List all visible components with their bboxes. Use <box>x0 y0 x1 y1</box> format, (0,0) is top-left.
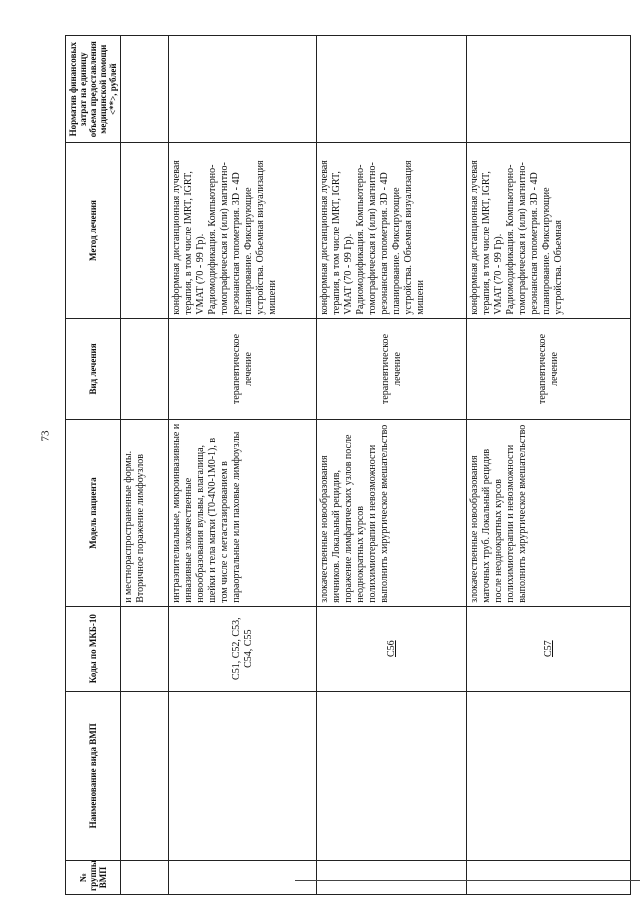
cell-method <box>121 143 169 318</box>
cell-name <box>121 691 169 861</box>
header-codes: Коды по МКБ-10 <box>66 606 121 691</box>
cell-method: конформная дистанционная лучевая терапия, в том числе IMRT, IGRT, VMAT (70 - 99 Гр). Радиомодификация. Компьютерно-томографическая и (или) магнитно-резонансная топометрия. 3D - 4D планирование. Фиксирующие устройства. Объемная <box>467 143 631 318</box>
page-number: 73 <box>39 430 52 442</box>
cell-norm <box>467 36 631 143</box>
cell-num <box>169 861 317 895</box>
header-row <box>66 36 121 895</box>
cell-model: и местнораспространенные формы. Вторичное поражение лимфоузлов <box>121 420 169 606</box>
cell-method: конформная дистанционная лучевая терапия, в том числе IMRT, IGRT, VMAT (70 - 99 Гр). Радиомодификация. Компьютерно-томографическая и (или) магнитно-резонансная топометрия. 3D - 4D планирование. Фиксирующие устройства. Объемная визуализация мишени <box>169 143 317 318</box>
page-bottom-rule <box>295 880 640 881</box>
header-name: Наименование вида ВМП <box>66 691 121 861</box>
cell-type: терапевтическое лечение <box>169 318 317 420</box>
cell-norm <box>121 36 169 143</box>
cell-model: интраэпителиальные, микроинвазивные и инвазивные злокачественные новообразования вульвы, влагалища, шейки и тела матки (T0-4N0-1M0-1), в том числе с метастазированием в параортальные или паховые лимфоузлы <box>169 420 317 606</box>
vmp-table <box>65 35 631 895</box>
header-method: Метод лечения <box>66 143 121 318</box>
header-model: Модель пациента <box>66 420 121 606</box>
table-row <box>317 36 467 895</box>
table-row <box>467 36 631 895</box>
cell-type: терапевтическое лечение <box>467 318 631 420</box>
header-norm: Норматив финансовых затрат на единицу объема предоставления медицинской помощи <**>, рублей <box>66 36 121 143</box>
cell-type <box>121 318 169 420</box>
cell-name <box>467 691 631 861</box>
cell-type: терапевтическое лечение <box>317 318 467 420</box>
header-num: № группы ВМП <box>66 861 121 895</box>
header-type: Вид лечения <box>66 318 121 420</box>
table-row <box>169 36 317 895</box>
cell-model: злокачественные новообразования маточных труб. Локальный рецидив после неоднократных курсов полихимиотерапии и невозможности выполнить хирургическое вмешательство <box>467 420 631 606</box>
cell-num <box>121 861 169 895</box>
cell-name <box>317 691 467 861</box>
cell-name <box>169 691 317 861</box>
cell-method: конформная дистанционная лучевая терапия, в том числе IMRT, IGRT, VMAT (70 - 99 Гр). Радиомодификация. Компьютерно-томографическая и (или) магнитно-резонансная топометрия. 3D - 4D планирование. Фиксирующие устройства. Объемная визуализация мишени <box>317 143 467 318</box>
cell-num <box>467 861 631 895</box>
table-row <box>121 36 169 895</box>
cell-model: злокачественные новообразования яичников. Локальный рецидив, поражение лимфатических узлов после неоднократных курсов полихимиотерапии и невозможности выполнить хирургическое вмешательство <box>317 420 467 606</box>
cell-codes: C51, C52, C53, C54, C55 <box>169 606 317 691</box>
cell-norm <box>169 36 317 143</box>
cell-num <box>317 861 467 895</box>
cell-codes <box>121 606 169 691</box>
cell-codes: C56 <box>317 606 467 691</box>
cell-codes: C57 <box>467 606 631 691</box>
cell-norm <box>317 36 467 143</box>
rotated-table-wrapper <box>65 35 615 895</box>
